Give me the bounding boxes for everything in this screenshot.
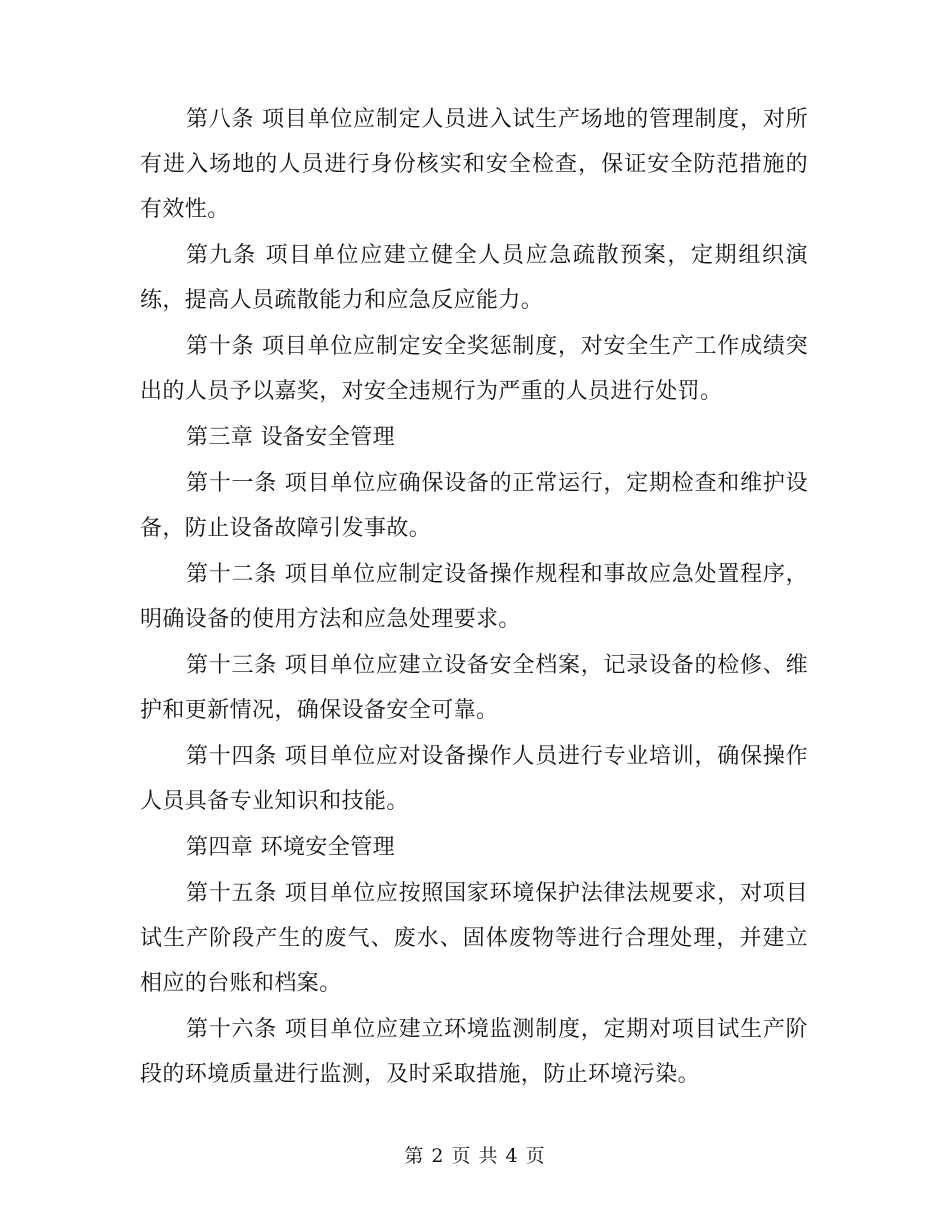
article-9-paragraph: 第九条 项目单位应建立健全人员应急疏散预案，定期组织演练，提高人员疏散能力和应急反应能力。 (140, 243, 808, 313)
article-15-paragraph: 第十五条 项目单位应按照国家环境保护法律法规要求，对项目试生产阶段产生的废气、废水、固体废物等进行合理处理，并建立相应的台账和档案。 (140, 881, 808, 996)
article-11-paragraph: 第十一条 项目单位应确保设备的正常运行，定期检查和维护设备，防止设备故障引发事故。 (140, 471, 808, 541)
chapter-3-heading: 第三章 设备安全管理 (186, 425, 395, 450)
article-14-paragraph: 第十四条 项目单位应对设备操作人员进行专业培训，确保操作人员具备专业知识和技能。 (140, 744, 808, 814)
article-16-paragraph: 第十六条 项目单位应建立环境监测制度，定期对项目试生产阶段的环境质量进行监测，及时采取措施，防止环境污染。 (140, 1017, 808, 1087)
article-12-paragraph: 第十二条 项目单位应制定设备操作规程和事故应急处置程序，明确设备的使用方法和应急处理要求。 (140, 562, 808, 632)
article-13-paragraph: 第十三条 项目单位应建立设备安全档案，记录设备的检修、维护和更新情况，确保设备安全可靠。 (140, 653, 808, 723)
page-number-footer: 第 2 页 共 4 页 (404, 1145, 546, 1167)
document-body (140, 97, 808, 1098)
article-10-paragraph: 第十条 项目单位应制定安全奖惩制度，对安全生产工作成绩突出的人员予以嘉奖，对安全违规行为严重的人员进行处罚。 (140, 334, 808, 404)
article-8-paragraph: 第八条 项目单位应制定人员进入试生产场地的管理制度，对所有进入场地的人员进行身份核实和安全检查，保证安全防范措施的有效性。 (140, 107, 808, 222)
chapter-4-heading: 第四章 环境安全管理 (186, 835, 395, 860)
